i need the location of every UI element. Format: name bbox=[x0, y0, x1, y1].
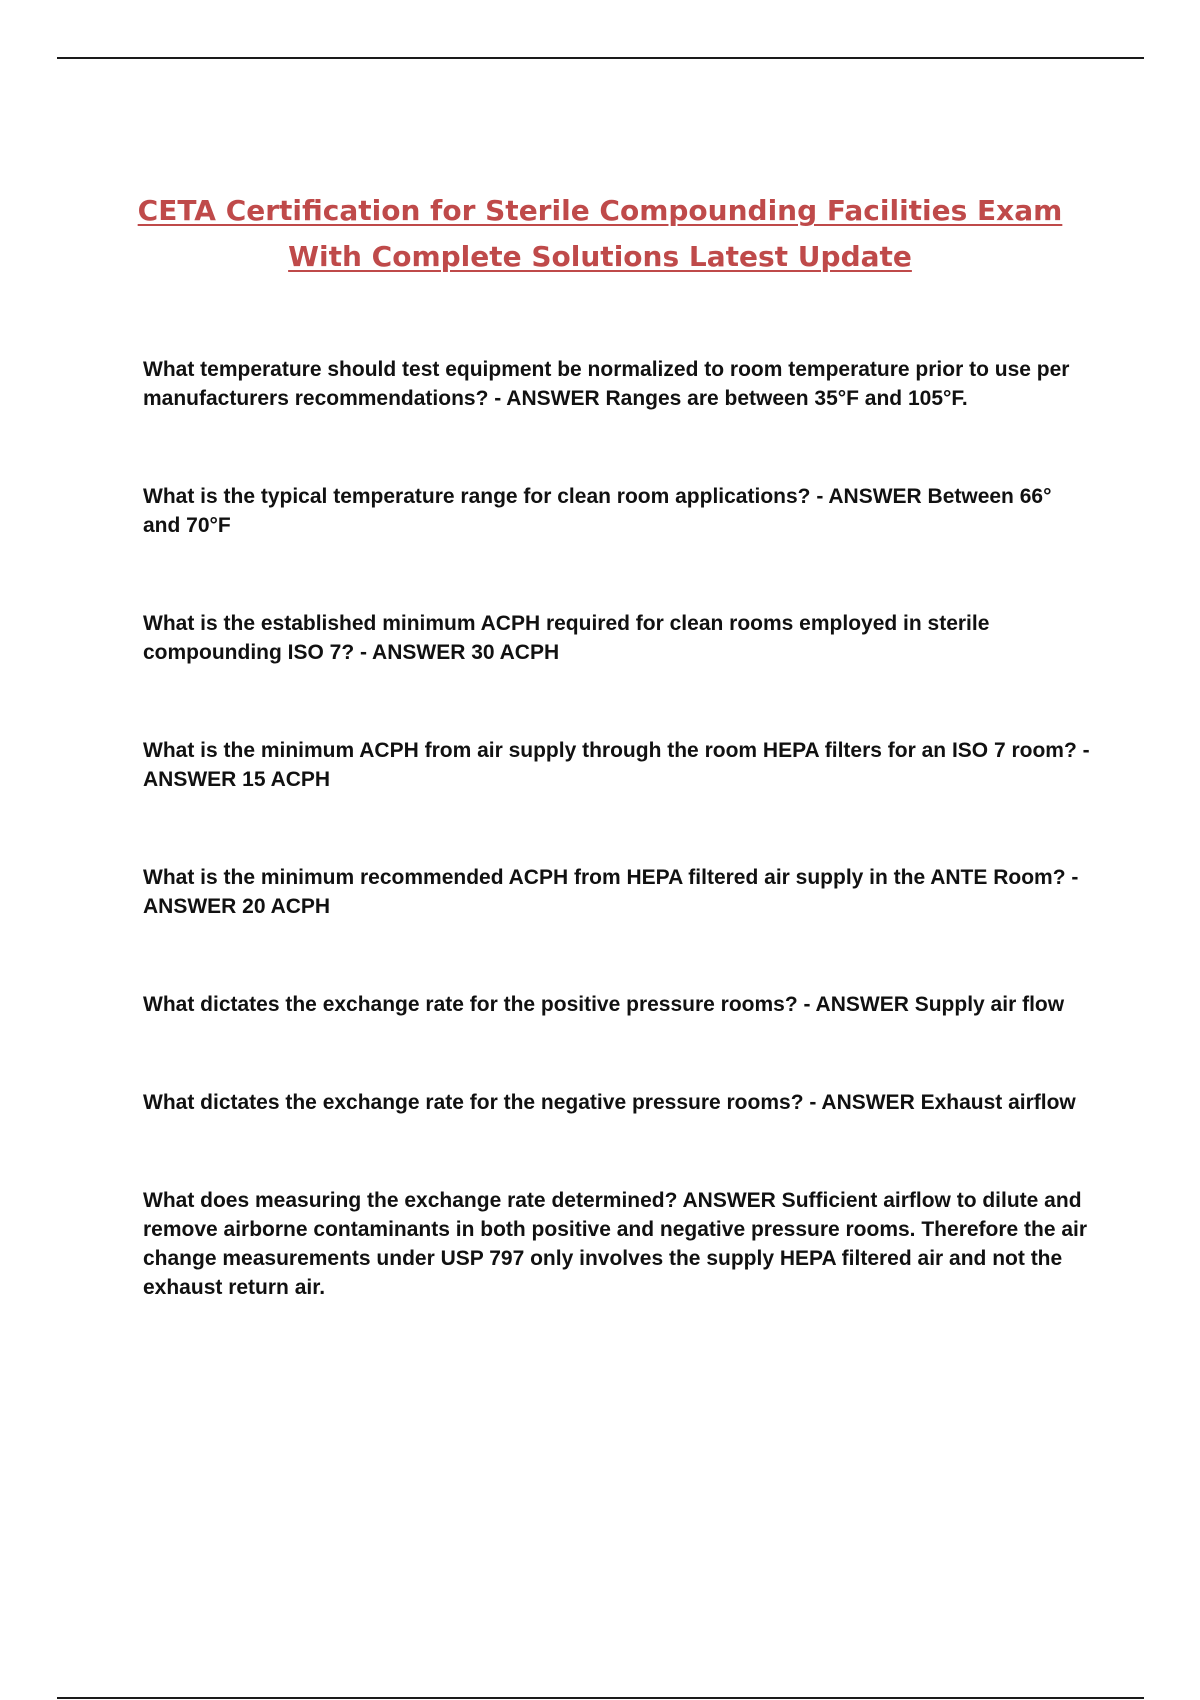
qa-item-7: What dictates the exchange rate for the negative pressure rooms? - ANSWER Exhaust airflow bbox=[143, 1091, 1076, 1114]
qa-item-4: What is the minimum ACPH from air supply through the room HEPA filters for an ISO 7 room? - ANSWER 15 ACPH bbox=[143, 739, 1090, 791]
qa-item-8: What does measuring the exchange rate determined? ANSWER Sufficient airflow to dilute and remove airborne contaminants in both positive and negative pressure rooms. Therefore the air change measurements under USP 797 only involves the supply HEPA filtered air and not the exhaust return air. bbox=[143, 1189, 1088, 1299]
bottom-rule bbox=[57, 1697, 1144, 1699]
document-title bbox=[0, 191, 1200, 283]
qa-item-3: What is the established minimum ACPH required for clean rooms employed in sterile compounding ISO 7? - ANSWER 30 ACPH bbox=[143, 612, 990, 664]
qa-item-1: What temperature should test equipment be normalized to room temperature prior to use per manufacturers recommendations? - ANSWER Ranges are between 35°F and 105°F. bbox=[143, 358, 1070, 410]
title-line-1: CETA Certification for Sterile Compounding Facilities Exam bbox=[137, 194, 1063, 227]
qa-item-2: What is the typical temperature range for clean room applications? - ANSWER Between 66° and 70°F bbox=[143, 485, 1052, 537]
qa-list bbox=[143, 355, 1093, 1371]
qa-item-6: What dictates the exchange rate for the positive pressure rooms? - ANSWER Supply air flow bbox=[143, 993, 1065, 1016]
top-rule bbox=[57, 57, 1144, 59]
title-line-2: With Complete Solutions Latest Update bbox=[288, 240, 912, 273]
qa-item-5: What is the minimum recommended ACPH from HEPA filtered air supply in the ANTE Room? - ANSWER 20 ACPH bbox=[143, 866, 1079, 918]
